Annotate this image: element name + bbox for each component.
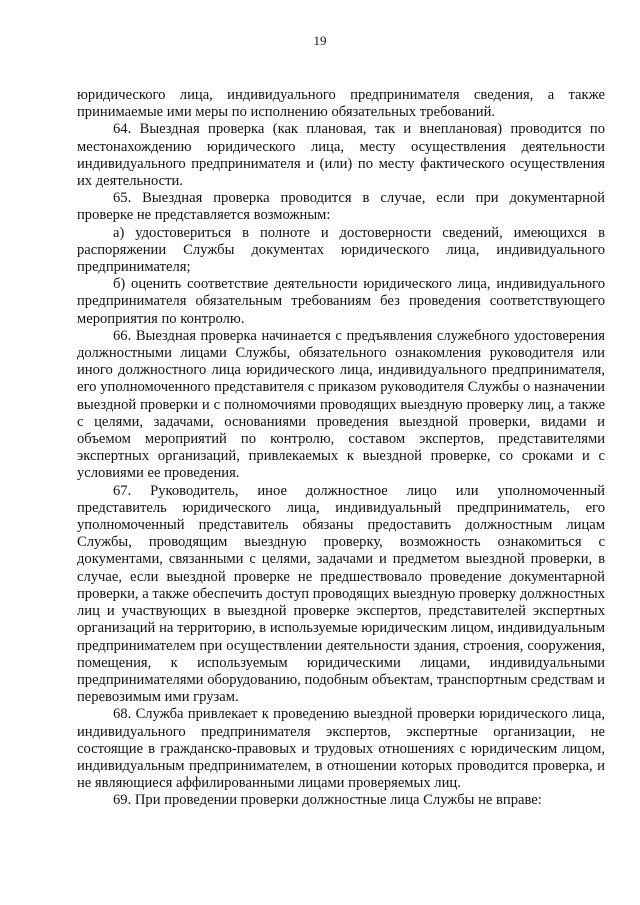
paragraph-67: 67. Руководитель, иное должностное лицо или уполномоченный представитель юридического лица, индивидуальный предприниматель, его уполномоченный представитель обязаны предоставить должностным лицам Службы, проводящим выездную проверку, возможность ознакомиться с документами, связанными с целями, задачами и предметом выездной проверки, в случае, если выездной проверке не предшествовало проведение документарной проверки, а также обеспечить доступ проводящих выездную проверку должностных лиц и участвующих в выездной проверке экспертов, представителей экспертных организаций на территорию, в используемые юридическим лицом, индивидуальным предпринимателем при осуществлении деятельности здания, строения, сооружения, помещения, к используемым юридическими лицами, индивидуальными предпринимателями оборудованию, подобным объектам, транспортным средствам и перевозимым ими грузам. xyxy=(77,482,605,706)
document-body xyxy=(77,87,605,810)
page-number: 19 xyxy=(313,33,327,48)
paragraph-66: 66. Выездная проверка начинается с предъявления служебного удостоверения должностными лицами Службы, обязательного ознакомления руководителя или иного должностного лица юридического лица, индивидуального предпринимателя, его уполномоченного представителя с приказом руководителя Службы о назначении выездной проверки и с полномочиями проводящих выездную проверку лиц, а также с целями, задачами, основаниями проведения выездной проверки, видами и объемом мероприятий по контролю, составом экспертов, представителями экспертных организаций, привлекаемых к выездной проверке, со сроками и с условиями ее проведения. xyxy=(77,327,605,482)
paragraph-65: 65. Выездная проверка проводится в случае, если при документарной проверке не представляется возможным: xyxy=(77,190,605,224)
paragraph-69: 69. При проведении проверки должностные лица Службы не вправе: xyxy=(113,792,542,809)
paragraph-65-item-a: а) удостовериться в полноте и достоверности сведений, имеющихся в распоряжении Службы документах юридического лица, индивидуального предпринимателя; xyxy=(77,224,605,276)
paragraph-65-item-b: б) оценить соответствие деятельности юридического лица, индивидуального предпринимателя обязательным требованиям без проведения соответствующего мероприятия по контролю. xyxy=(77,276,605,327)
paragraph-68: 68. Служба привлекает к проведению выездной проверки юридического лица, индивидуального предпринимателя экспертов, экспертные организации, не состоящие в гражданско-правовых и трудовых отношениях с юридическим лицом, индивидуальным предпринимателем, в отношении которых проводится проверка, и не являющиеся аффилированными лицами проверяемых лиц. xyxy=(77,706,605,792)
paragraph-64: 64. Выездная проверка (как плановая, так и внеплановая) проводится по местонахождению юридического лица, месту осуществления деятельности индивидуального предпринимателя и (или) по месту фактического осуществления их деятельности. xyxy=(77,121,605,190)
paragraph-continuation: юридического лица, индивидуального предпринимателя сведения, а также принимаемые ими меры по исполнению обязательных требований. xyxy=(77,87,605,121)
